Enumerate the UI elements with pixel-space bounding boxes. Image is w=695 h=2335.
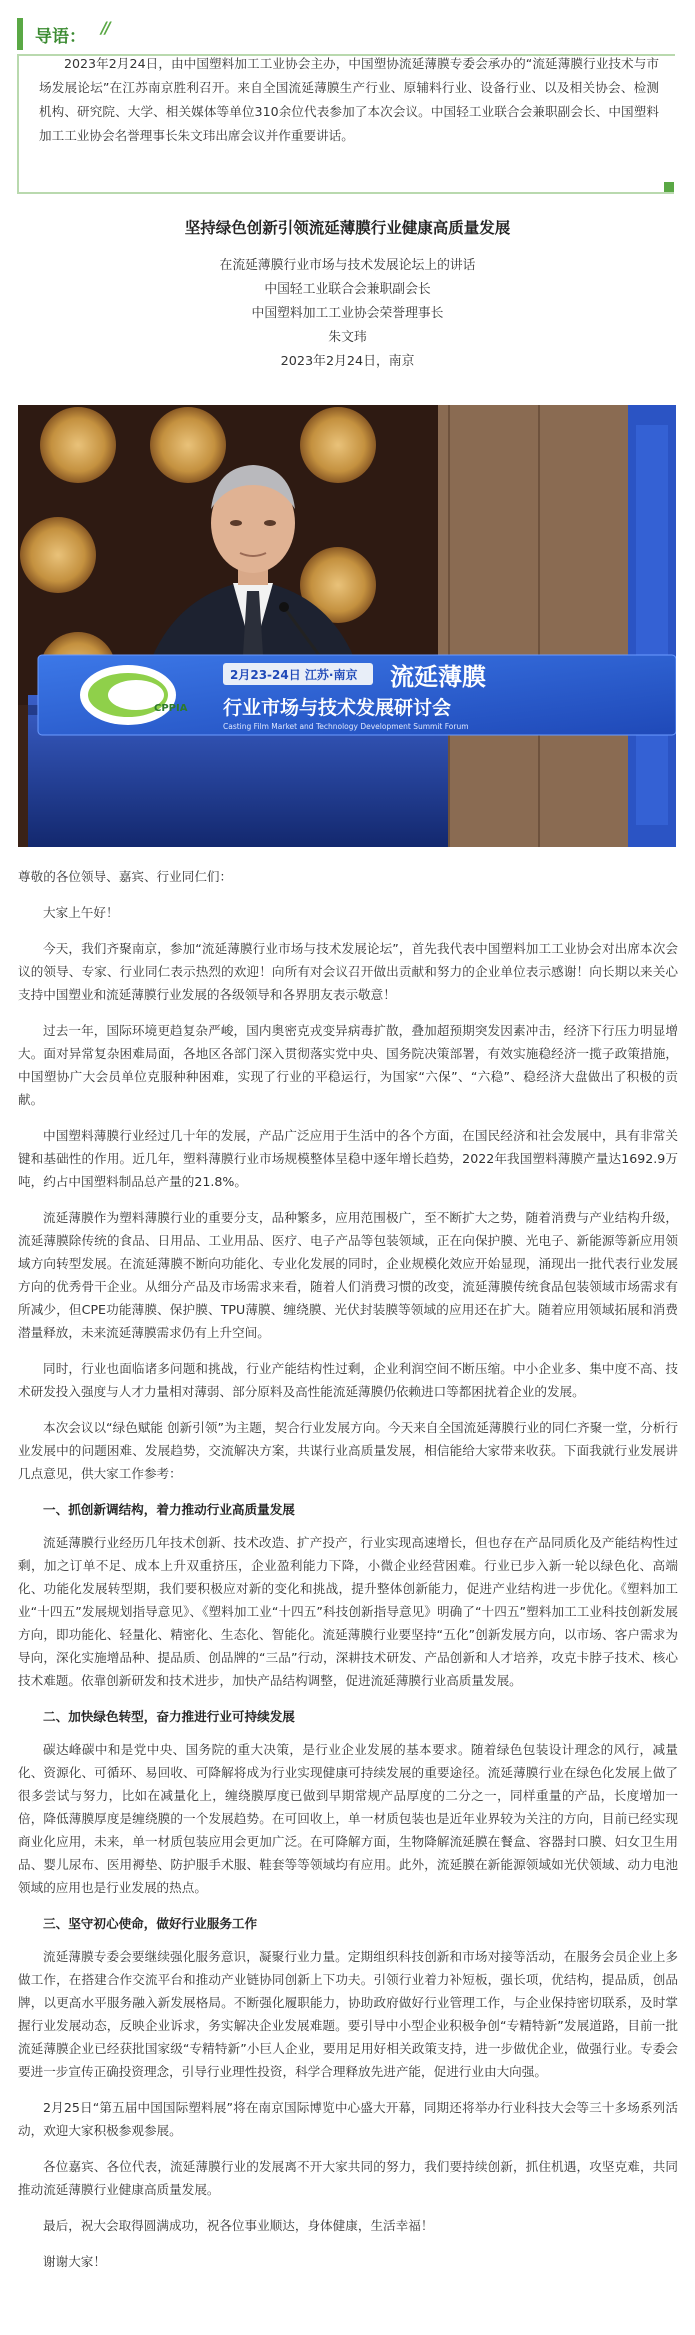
greeting: 尊敬的各位领导、嘉宾、行业同仁们： <box>18 869 233 884</box>
subtitle-line: 中国轻工业联合会兼职副会长 <box>264 282 431 297</box>
section-heading: 三、坚守初心使命，做好行业服务工作 <box>43 1916 258 1931</box>
paragraph: 流延薄膜行业经历几年技术创新、技术改造、扩产投产，行业实现高速增长，但也存在产品同质化及产能结构性过剩，加之订单不足、成本上升双重挤压，企业盈利能力下降，小微企业经营困难。行业已步入新一轮以绿色化、高端化、功能化发展转型期，我们要积极应对新的变化和挑战，提升整体创新能力，促进产业结构进一步优化。《塑料加工业“十四五”发展规划指导意见》、《塑料加工业“十四五”科技创新指导意见》明确了“十四五”塑料加工工业科技创新发展方向，即功能化、轻量化、精密化、生态化、智能化。流延薄膜行业要坚持“五化”创新发展方向，以市场、客户需求为导向，深化实施增品种、提品质、创品牌的“三品”行动，深耕技术研发、产品创新和人才培养，攻克卡脖子技术、核心技术难题。依靠创新研发和技术进步，加快产品结构调整，促进流延薄膜行业高质量发展。 <box>18 1535 678 1688</box>
paragraph: 过去一年，国际环境更趋复杂严峻，国内奥密克戎变异病毒扩散，叠加超预期突发因素冲击，经济下行压力明显增大。面对异常复杂困难局面，各地区各部门深入贯彻落实党中央、国务院决策部署，有效实施稳经济一揽子政策措施，中国塑协广大会员单位克服种种困难，实现了行业的平稳运行，为国家“六保”、“六稳”、稳经济大盘做出了积极的贡献。 <box>18 1023 678 1107</box>
subtitle-line: 在流延薄膜行业市场与技术发展论坛上的讲话 <box>219 258 476 273</box>
paragraph: 大家上午好！ <box>43 905 119 920</box>
paragraph: 同时，行业也面临诸多问题和挑战，行业产能结构性过剩，企业利润空间不断压缩。中小企业多、集中度不高、技术研发投入强度与人才力量相对薄弱、部分原料及高性能流延薄膜仍依赖进口等都困扰着企业的发展。 <box>18 1361 678 1399</box>
speaker-photo <box>18 405 676 847</box>
banner-date: 2月23-24日 江苏·南京 <box>230 668 358 682</box>
paragraph: 中国塑料薄膜行业经过几十年的发展，产品广泛应用于生活中的各个方面，在国民经济和社会发展中，具有非常关键和基础性的作用。近几年，塑料薄膜行业市场规模整体呈稳中逐年增长趋势，2022年我国塑料薄膜产量达1692.9万吨，约占中国塑料制品总产量的21.8%。 <box>18 1128 678 1189</box>
paragraph: 流延薄膜专委会要继续强化服务意识，凝聚行业力量。定期组织科技创新和市场对接等活动，在服务会员企业上多做工作，在搭建合作交流平台和推动产业链协同创新上下功夫。引领行业着力补短板，强长项，优结构，提品质，创品牌，以更高水平服务融入新发展格局。不断强化履职能力，协助政府做好行业管理工作，与企业保持密切联系，及时掌握行业发展动态，反映企业诉求，务实解决企业发展难题。要引导中小型企业积极争创“专精特新”发展道路，目前一批流延薄膜企业已经获批国家级“专精特新”小巨人企业，要用足用好相关政策支持，进一步做优企业，做强行业。专委会要进一步宣传正确投资理念，引导行业理性投资，科学合理释放先进产能，促进行业由大向强。 <box>18 1949 678 2079</box>
logo-text: CPPIA <box>154 703 188 714</box>
section-heading: 一、抓创新调结构，着力推动行业高质量发展 <box>43 1502 295 1517</box>
intro-tag-title: 导语： <box>35 27 86 47</box>
corner-decoration <box>656 174 674 192</box>
intro-box <box>17 14 678 192</box>
paragraph: 碳达峰碳中和是党中央、国务院的重大决策，是行业企业发展的基本要求。随着绿色包装设计理念的风行，减量化、资源化、可循环、易回收、可降解将成为行业实现健康可持续发展的重要途径。流延薄膜行业在绿色化发展上做了很多尝试与努力，比如在减量化上，缠绕膜厚度已做到早期常规产品厚度的二分之一，同样重量的产品，长度增加一倍，降低薄膜厚度是缠绕膜的一个发展趋势。在可回收上，单一材质包装也是近年业界较为关注的方向，目前已经实现商业化应用，未来，单一材质包装应用会更加广泛。在可降解方面，生物降解流延膜在餐盒、容器封口膜、妇女卫生用品、婴儿尿布、医用褥垫、防护服手术服、鞋套等等领域均有应用。此外，流延膜在新能源领域如光伏领域、动力电池领域的应用也是行业发展的热点。 <box>18 1742 678 1895</box>
slash-decoration-icon: // <box>101 18 109 37</box>
paragraph: 本次会议以“绿色赋能 创新引领”为主题，契合行业发展方向。今天来自全国流延薄膜行业的同仁齐聚一堂，分析行业发展中的问题困难、发展趋势，交流解决方案，共谋行业高质量发展，相信能给大家带来收获。下面我就行业发展讲几点意见，供大家工作参考： <box>18 1420 678 1481</box>
paragraph: 流延薄膜作为塑料薄膜行业的重要分支，品种繁多，应用范围极广，至不断扩大之势，随着消费与产业结构升级，流延薄膜除传统的食品、日用品、工业用品、医疗、电子产品等包装领域，正在向保护膜、光电子、新能源等新应用领域方向转型发展。在流延薄膜不断向功能化、专业化发展的同时，企业规模化效应开始显现，涌现出一批代表行业发展方向的优秀骨干企业。从细分产品及市场需求来看，随着人们消费习惯的改变，流延薄膜传统食品包装领域市场需求有所减少，但CPE功能薄膜、保护膜、TPU薄膜、缠绕膜、光伏封装膜等领域的应用还在扩大。随着应用领域拓展和消费潜量释放，未来流延薄膜需求仍有上升空间。 <box>18 1210 678 1340</box>
banner-english: Casting Film Market and Technology Development Summit Forum <box>223 722 469 731</box>
paragraph: 各位嘉宾、各位代表，流延薄膜行业的发展离不开大家共同的努力，我们要持续创新，抓住机遇，攻坚克难，共同推动流延薄膜行业健康高质量发展。 <box>18 2159 678 2197</box>
subtitle-line: 中国塑料加工工业协会荣誉理事长 <box>251 306 444 321</box>
intro-tag-bar <box>17 18 23 50</box>
section-heading: 二、加快绿色转型，奋力推进行业可持续发展 <box>43 1709 295 1724</box>
banner-title-2: 行业市场与技术发展研讨会 <box>223 697 452 719</box>
subtitle-line: 2023年2月24日，南京 <box>280 354 415 369</box>
intro-tag <box>17 14 147 54</box>
intro-text: 2023年2月24日，由中国塑料加工工业协会主办，中国塑协流延薄膜专委会承办的“流延薄膜行业技术与市场发展论坛”在江苏南京胜利召开。来自全国流延薄膜生产行业、原辅料行业、设备行业、以及相关协会、检测机构、研究院、大学、相关媒体等单位310余位代表参加了本次会议。中国轻工业联合会兼职副会长、中国塑料加工工业协会名誉理事长朱文玮出席会议并作重要讲话。 <box>39 56 659 143</box>
banner-title-1: 流延薄膜 <box>390 663 486 691</box>
speech-body <box>18 865 678 2286</box>
speaker-photo-illustration <box>18 405 676 847</box>
subtitle-line: 朱文玮 <box>328 330 367 345</box>
paragraph: 今天，我们齐聚南京，参加“流延薄膜行业市场与技术发展论坛”，首先我代表中国塑料加工工业协会对出席本次会议的领导、专家、行业同仁表示热烈的欢迎！向所有对会议召开做出贡献和努力的企业单位表示感谢！向长期以来关心支持中国塑业和流延薄膜行业发展的各级领导和各界朋友表示敬意！ <box>18 941 678 1002</box>
paragraph: 2月25日“第五届中国国际塑料展”将在南京国际博览中心盛大开幕，同期还将举办行业科技大会等三十多场系列活动，欢迎大家积极参观参展。 <box>18 2100 678 2138</box>
article-title: 坚持绿色创新引领流延薄膜行业健康高质量发展 <box>184 219 511 237</box>
closing-thanks: 谢谢大家！ <box>43 2254 106 2269</box>
article-subtitle <box>0 254 695 374</box>
paragraph: 最后，祝大会取得圆满成功，祝各位事业顺达，身体健康，生活幸福！ <box>43 2218 434 2233</box>
